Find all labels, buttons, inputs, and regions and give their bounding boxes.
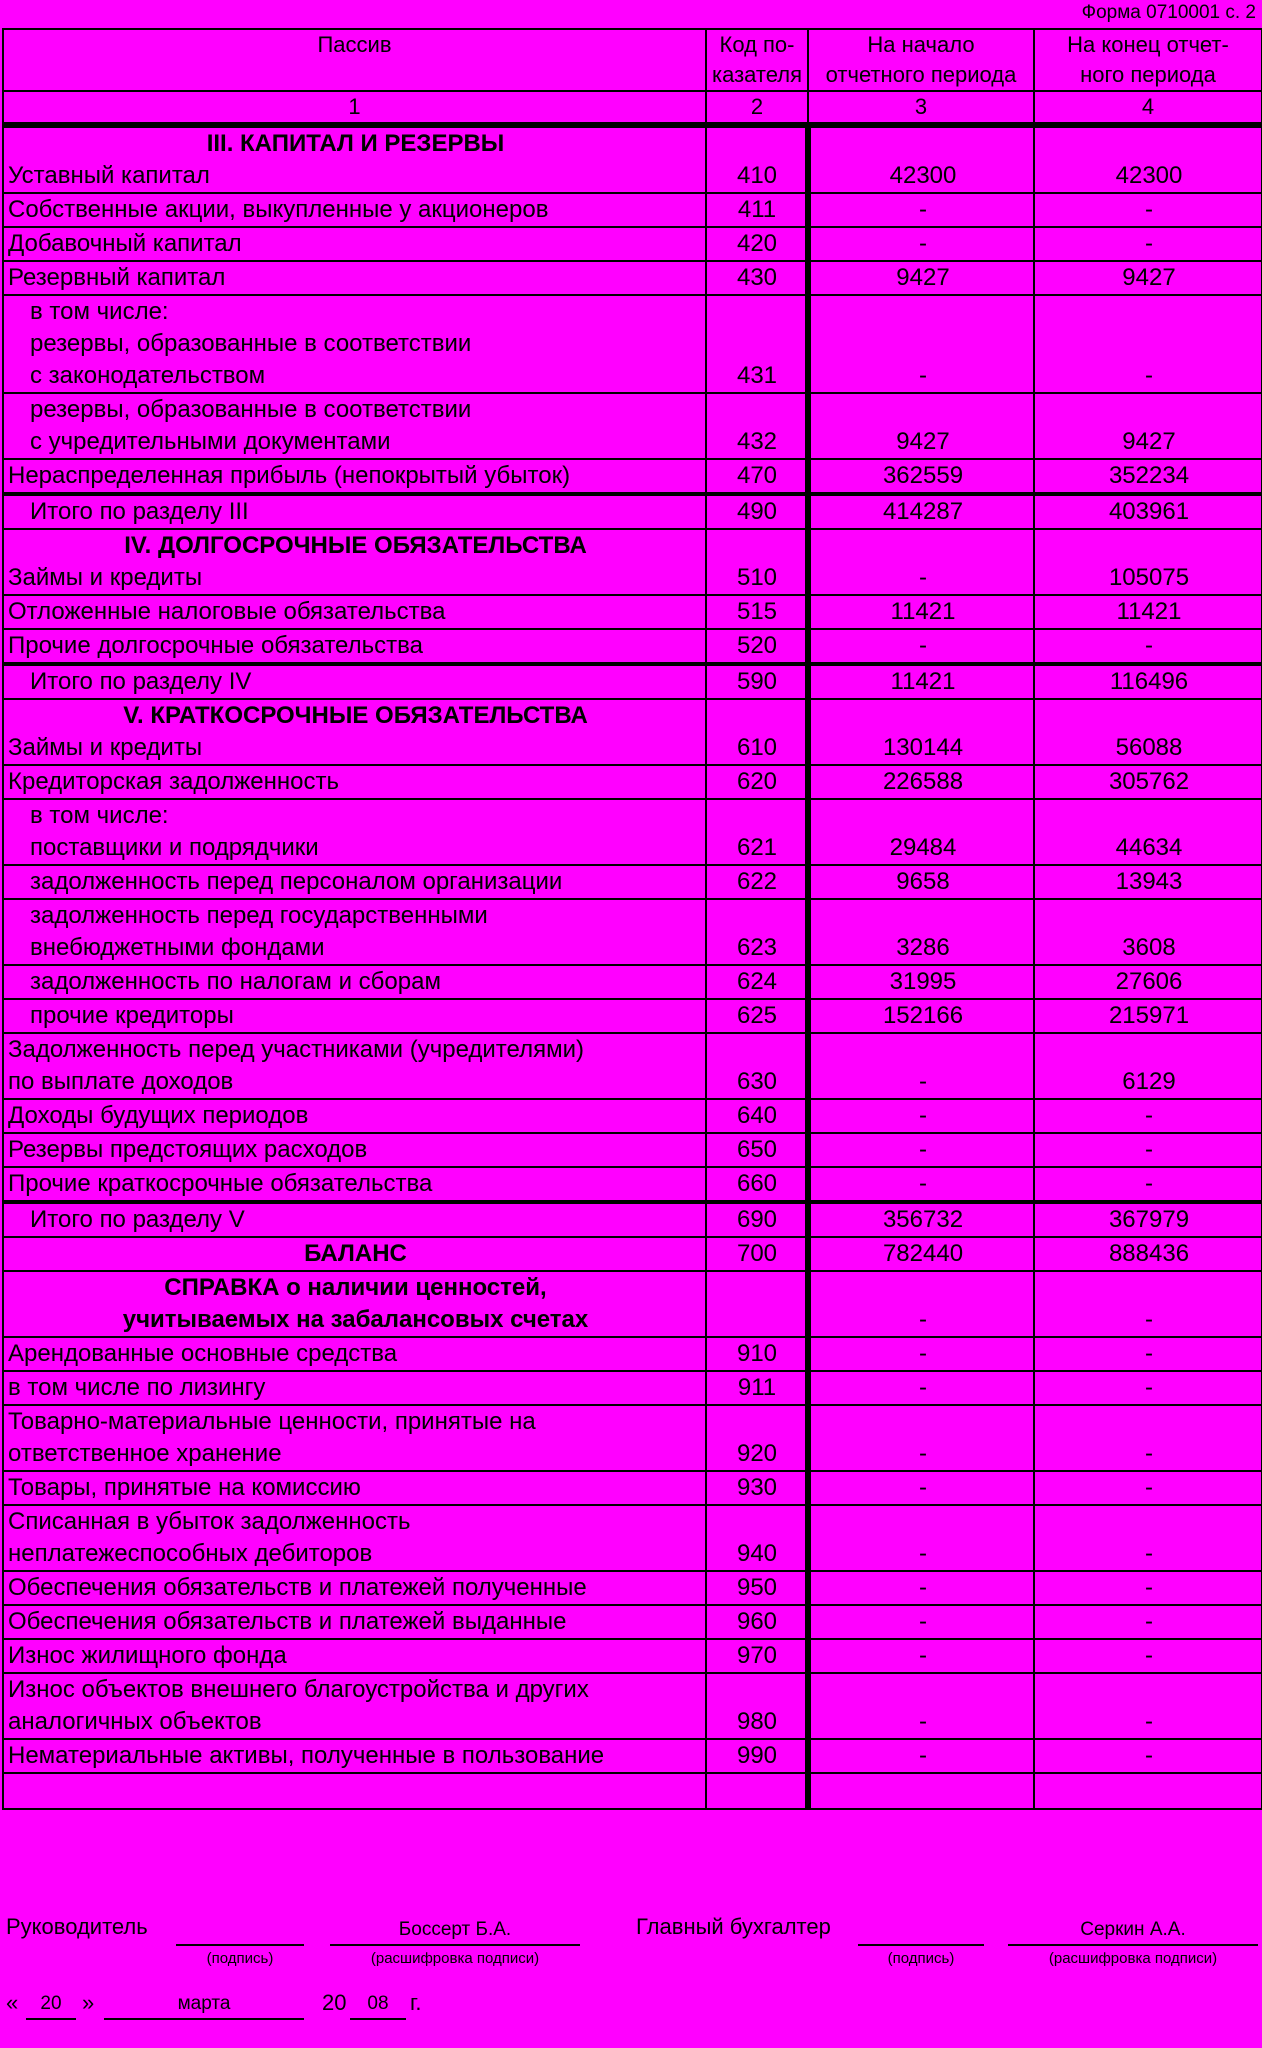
empty-row: [3, 1773, 1262, 1809]
row-code: 515: [706, 595, 808, 629]
row-label: в том числе: поставщики и подрядчики: [3, 799, 706, 865]
row-value-end: 403961: [1034, 494, 1262, 529]
row-value-end: -: [1034, 295, 1262, 393]
row-value-start: 356732: [808, 1202, 1034, 1237]
row-label: Задолженность перед участниками (учредителями) по выплате доходов: [3, 1033, 706, 1099]
table-row: [3, 899, 1262, 965]
table-row: [3, 699, 1262, 765]
section-heading: СПРАВКА о наличии ценностей, учитываемых на забалансовых счетах: [122, 1274, 589, 1333]
row-value-end: -: [1034, 227, 1262, 261]
row-code: 970: [706, 1639, 808, 1673]
table-row: [3, 125, 1262, 193]
section-heading: БАЛАНС: [304, 1240, 407, 1267]
row-label: Доходы будущих периодов: [3, 1099, 706, 1133]
table-row: [3, 1099, 1262, 1133]
row-value-end: 13943: [1034, 865, 1262, 899]
row-code: 623: [706, 899, 808, 965]
header-num-3: 3: [808, 91, 1034, 125]
row-label: [3, 1271, 706, 1337]
row-code: 690: [706, 1202, 808, 1237]
row-value-start: -: [808, 629, 1034, 664]
row-code: 430: [706, 261, 808, 295]
row-code: 520: [706, 629, 808, 664]
chief-signature-hint: (подпись): [887, 1950, 955, 1967]
row-value-end: 3608: [1034, 899, 1262, 965]
row-value-end: 116496: [1034, 664, 1262, 699]
row-value-start: -: [808, 529, 1034, 595]
row-code: 410: [706, 125, 808, 193]
row-value-end: -: [1034, 1371, 1262, 1405]
row-label: задолженность перед государственными внебюджетными фондами: [3, 899, 706, 965]
row-label: [3, 125, 706, 193]
row-code: [706, 1271, 808, 1337]
row-value-start: 11421: [808, 664, 1034, 699]
date-suffix: г.: [410, 1990, 422, 2015]
row-label-text: Займы и кредиты: [8, 564, 203, 591]
row-value-start: 414287: [808, 494, 1034, 529]
row-label: Нераспределенная прибыль (непокрытый убыток): [3, 459, 706, 494]
row-code: 630: [706, 1033, 808, 1099]
head-label: Руководитель: [6, 1914, 148, 1939]
row-code: 640: [706, 1099, 808, 1133]
row-value-end: -: [1034, 1471, 1262, 1505]
row-value-end: -: [1034, 1167, 1262, 1202]
row-label: Товары, принятые на комиссию: [3, 1471, 706, 1505]
row-value-end: 9427: [1034, 393, 1262, 459]
row-value-start: 130144: [808, 699, 1034, 765]
section-heading: III. КАПИТАЛ И РЕЗЕРВЫ: [206, 130, 505, 157]
row-value-end: 44634: [1034, 799, 1262, 865]
row-value-end: -: [1034, 629, 1262, 664]
row-label-text: Займы и кредиты: [8, 734, 203, 761]
row-label: Собственные акции, выкупленные у акционеров: [3, 193, 706, 227]
row-value-start: -: [808, 193, 1034, 227]
row-label: Нематериальные активы, полученные в пользование: [3, 1739, 706, 1773]
row-value-start: -: [808, 1673, 1034, 1739]
row-code: 950: [706, 1571, 808, 1605]
row-value-end: 352234: [1034, 459, 1262, 494]
row-value-end: 11421: [1034, 595, 1262, 629]
row-value-start: 9427: [808, 393, 1034, 459]
row-code: 980: [706, 1673, 808, 1739]
row-value-start: 9427: [808, 261, 1034, 295]
row-label: Обеспечения обязательств и платежей полученные: [3, 1571, 706, 1605]
table-row: [3, 1505, 1262, 1571]
table-row: [3, 1673, 1262, 1739]
row-label: в том числе: резервы, образованные в соответствии с законодательством: [3, 295, 706, 393]
row-value-start: -: [808, 295, 1034, 393]
table-row: [3, 1033, 1262, 1099]
row-value-end: -: [1034, 1337, 1262, 1371]
row-value-start: -: [808, 1337, 1034, 1371]
row-value-start: -: [808, 1167, 1034, 1202]
row-label: Итого по разделу IV: [3, 664, 706, 699]
row-value-end: -: [1034, 1099, 1262, 1133]
row-label: Товарно-материальные ценности, принятые на ответственное хранение: [3, 1405, 706, 1471]
row-code: 624: [706, 965, 808, 999]
row-label: Обеспечения обязательств и платежей выданные: [3, 1605, 706, 1639]
row-code: 920: [706, 1405, 808, 1471]
row-value-start: -: [808, 1133, 1034, 1167]
row-label-text: Уставный капитал: [8, 162, 210, 189]
date-close-quote: »: [82, 1990, 95, 2015]
head-name: Боссерт Б.А.: [330, 1916, 580, 1946]
row-value-start: -: [808, 1571, 1034, 1605]
table-row: [3, 865, 1262, 899]
table-row: [3, 1202, 1262, 1237]
table-row: [3, 193, 1262, 227]
row-label: прочие кредиторы: [3, 999, 706, 1033]
row-value-start: -: [808, 1405, 1034, 1471]
chief-decode-hint: (расшифровка подписи): [1048, 1950, 1218, 1967]
table-row: [3, 595, 1262, 629]
row-value-end: -: [1034, 1271, 1262, 1337]
row-value-end: -: [1034, 1605, 1262, 1639]
row-label: Износ объектов внешнего благоустройства и других аналогичных объектов: [3, 1673, 706, 1739]
row-value-start: -: [808, 227, 1034, 261]
table-row: [3, 227, 1262, 261]
row-value-start: 3286: [808, 899, 1034, 965]
row-label: Прочие краткосрочные обязательства: [3, 1167, 706, 1202]
row-code: 621: [706, 799, 808, 865]
table-row: [3, 393, 1262, 459]
row-label: Резервы предстоящих расходов: [3, 1133, 706, 1167]
row-value-start: 362559: [808, 459, 1034, 494]
row-value-end: -: [1034, 1505, 1262, 1571]
chief-name: Серкин А.А.: [1008, 1916, 1258, 1946]
row-value-end: 888436: [1034, 1237, 1262, 1271]
row-value-start: 29484: [808, 799, 1034, 865]
row-label: Резервный капитал: [3, 261, 706, 295]
balance-liabilities-table: [2, 28, 1262, 1810]
table-row: [3, 629, 1262, 664]
empty-cell: [1034, 1773, 1262, 1809]
row-value-end: -: [1034, 193, 1262, 227]
table-row: [3, 295, 1262, 393]
table-row: [3, 261, 1262, 295]
row-value-start: -: [808, 1639, 1034, 1673]
header-row: [3, 29, 1262, 91]
row-value-start: 9658: [808, 865, 1034, 899]
table-row: [3, 1371, 1262, 1405]
row-value-end: 105075: [1034, 529, 1262, 595]
form-code: Форма 0710001 с. 2: [1081, 2, 1256, 23]
row-value-start: 31995: [808, 965, 1034, 999]
row-value-start: -: [808, 1605, 1034, 1639]
header-period-end: На конец отчет- ного периода: [1034, 29, 1262, 91]
row-label: Итого по разделу III: [3, 494, 706, 529]
table-row: [3, 1639, 1262, 1673]
row-label: Арендованные основные средства: [3, 1337, 706, 1371]
table-row: [3, 1471, 1262, 1505]
row-value-end: 9427: [1034, 261, 1262, 295]
row-code: 470: [706, 459, 808, 494]
head-signature-line: [176, 1916, 304, 1946]
row-code: 930: [706, 1471, 808, 1505]
row-code: 622: [706, 865, 808, 899]
row-value-end: 6129: [1034, 1033, 1262, 1099]
date-month: марта: [104, 1990, 304, 2020]
row-code: 610: [706, 699, 808, 765]
row-value-end: -: [1034, 1405, 1262, 1471]
table-row: [3, 1405, 1262, 1471]
header-num-2: 2: [706, 91, 808, 125]
table-row: [3, 1133, 1262, 1167]
chief-label: Главный бухгалтер: [636, 1914, 831, 1939]
row-code: 510: [706, 529, 808, 595]
row-code: 431: [706, 295, 808, 393]
row-label: в том числе по лизингу: [3, 1371, 706, 1405]
row-value-start: -: [808, 1505, 1034, 1571]
row-code: 911: [706, 1371, 808, 1405]
header-code: Код по- казателя: [706, 29, 808, 91]
row-value-start: -: [808, 1099, 1034, 1133]
table-row: [3, 999, 1262, 1033]
row-code: 990: [706, 1739, 808, 1773]
row-label: Добавочный капитал: [3, 227, 706, 261]
row-label: Кредиторская задолженность: [3, 765, 706, 799]
row-value-end: 305762: [1034, 765, 1262, 799]
header-number-row: [3, 91, 1262, 125]
row-code: 411: [706, 193, 808, 227]
row-value-end: -: [1034, 1571, 1262, 1605]
row-label: [3, 1237, 706, 1271]
row-label: [3, 529, 706, 595]
empty-cell: [808, 1773, 1034, 1809]
row-value-start: 782440: [808, 1237, 1034, 1271]
row-value-start: -: [808, 1271, 1034, 1337]
row-value-end: 215971: [1034, 999, 1262, 1033]
table-row: [3, 1237, 1262, 1271]
row-label: Отложенные налоговые обязательства: [3, 595, 706, 629]
row-label: Списанная в убыток задолженность неплатежеспособных дебиторов: [3, 1505, 706, 1571]
signature-block: [0, 1912, 1262, 2048]
row-label: Износ жилищного фонда: [3, 1639, 706, 1673]
row-label: задолженность перед персоналом организации: [3, 865, 706, 899]
date-day: 20: [26, 1990, 76, 2020]
row-label: задолженность по налогам и сборам: [3, 965, 706, 999]
row-value-start: 226588: [808, 765, 1034, 799]
row-value-start: 11421: [808, 595, 1034, 629]
row-label: [3, 699, 706, 765]
empty-cell: [706, 1773, 808, 1809]
row-label: Прочие долгосрочные обязательства: [3, 629, 706, 664]
table-row: [3, 1167, 1262, 1202]
header-liabilities: Пассив: [3, 29, 706, 91]
row-value-start: -: [808, 1371, 1034, 1405]
section-heading: IV. ДОЛГОСРОЧНЫЕ ОБЯЗАТЕЛЬСТВА: [124, 532, 587, 559]
row-label: Итого по разделу V: [3, 1202, 706, 1237]
table-row: [3, 494, 1262, 529]
header-period-start: На начало отчетного периода: [808, 29, 1034, 91]
row-value-end: 56088: [1034, 699, 1262, 765]
row-code: 910: [706, 1337, 808, 1371]
empty-cell: [3, 1773, 706, 1809]
row-value-end: -: [1034, 1133, 1262, 1167]
row-code: 590: [706, 664, 808, 699]
table-row: [3, 965, 1262, 999]
row-value-end: 367979: [1034, 1202, 1262, 1237]
row-value-start: 152166: [808, 999, 1034, 1033]
date-year-prefix: 20: [322, 1990, 347, 2015]
row-value-start: -: [808, 1739, 1034, 1773]
table-row: [3, 1337, 1262, 1371]
header-num-1: 1: [3, 91, 706, 125]
table-row: [3, 459, 1262, 494]
row-value-start: -: [808, 1471, 1034, 1505]
date-open-quote: «: [6, 1990, 19, 2015]
row-code: 490: [706, 494, 808, 529]
table-row: [3, 765, 1262, 799]
row-value-end: -: [1034, 1739, 1262, 1773]
header-num-4: 4: [1034, 91, 1262, 125]
row-code: 960: [706, 1605, 808, 1639]
table-row: [3, 1271, 1262, 1337]
table-row: [3, 664, 1262, 699]
row-code: 625: [706, 999, 808, 1033]
row-value-start: -: [808, 1033, 1034, 1099]
row-label: резервы, образованные в соответствии с учредительными документами: [3, 393, 706, 459]
table-body: [3, 125, 1262, 1809]
row-value-end: -: [1034, 1673, 1262, 1739]
chief-signature-line: [858, 1916, 984, 1946]
row-code: 940: [706, 1505, 808, 1571]
table-row: [3, 799, 1262, 865]
row-code: 650: [706, 1133, 808, 1167]
row-code: 700: [706, 1237, 808, 1271]
section-heading: V. КРАТКОСРОЧНЫЕ ОБЯЗАТЕЛЬСТВА: [123, 702, 588, 729]
row-value-start: 42300: [808, 125, 1034, 193]
row-value-end: 27606: [1034, 965, 1262, 999]
table-row: [3, 1739, 1262, 1773]
date-year: 08: [350, 1990, 406, 2020]
row-value-end: -: [1034, 1639, 1262, 1673]
row-value-end: 42300: [1034, 125, 1262, 193]
row-code: 620: [706, 765, 808, 799]
table-row: [3, 1605, 1262, 1639]
row-code: 432: [706, 393, 808, 459]
head-decode-hint: (расшифровка подписи): [370, 1950, 540, 1967]
row-code: 660: [706, 1167, 808, 1202]
table-row: [3, 529, 1262, 595]
head-signature-hint: (подпись): [206, 1950, 274, 1967]
row-code: 420: [706, 227, 808, 261]
table-row: [3, 1571, 1262, 1605]
